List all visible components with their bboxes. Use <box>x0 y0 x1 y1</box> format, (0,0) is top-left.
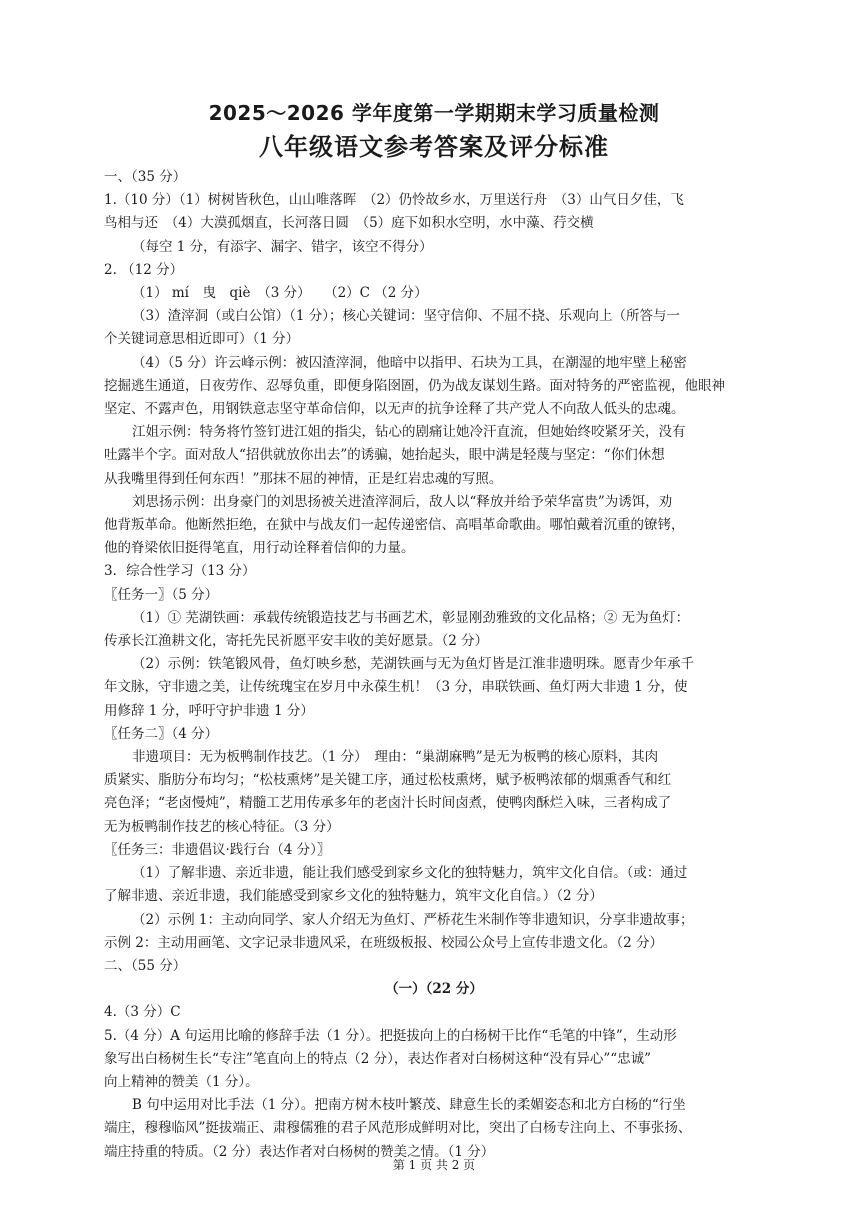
exam-title: 2025～2026 学年度第一学期期末学习质量检测 <box>208 101 660 125</box>
task2-answer: 亮色泽；“老卤慢炖”，精髓工艺用传承多年的老卤汁长时间卤煮，使鸭肉酥烂入味，三者构成了 <box>104 795 672 812</box>
task1-part2: 用修辞 1 分，呼吁守护非遗 1 分） <box>104 702 314 719</box>
jiangjie-example: 从我嘴里得到任何东西！”那抹不屈的神情，正是红岩忠魂的写照。 <box>104 470 503 487</box>
q5-b-answer: B 句中运用对比手法（1 分）。把南方树木枝叶繁茂、肆意生长的柔媚姿态和北方白杨的“行坐 <box>132 1097 686 1114</box>
section-two-heading: 二、（55 分） <box>104 957 187 974</box>
section-one-heading: 一、（35 分） <box>104 169 187 185</box>
q1-line: 鸟相与还 （4）大漠孤烟直，长河落日圆 （5）庭下如积水空明，水中藻、荇交横 <box>104 215 594 232</box>
q5-b-answer: 端庄持重的特质。（2 分）表达作者对白杨树的赞美之情。（1 分） <box>104 1143 495 1160</box>
task1-heading: 〖任务一〗（5 分） <box>104 586 219 603</box>
q2-heading: 2. （12 分） <box>104 261 184 278</box>
task1-part2: 年文脉，守非遗之美，让传统瑰宝在岁月中永葆生机！（3 分，串联铁画、鱼灯两大非遗 1 分，使 <box>104 679 688 696</box>
task3-heading: 〖任务三：非遗倡议·践行台（4 分）〗 <box>104 841 331 858</box>
q2-part1: （1） mí 曳 qiè （3 分） （2）C （2 分） <box>132 285 428 302</box>
task3-part2: 示例 2：主动用画笔、文字记录非遗风采，在班级板报、校园公众号上宣传非遗文化。（2 分） <box>104 934 664 951</box>
task3-part1: 了解非遗、亲近非遗，我们能感受到家乡文化的独特魅力，筑牢文化自信。）（2 分） <box>104 888 603 905</box>
task1-part1: （1）① 芜湖铁画：承载传统锻造技艺与书画艺术，彰显刚劲雅致的文化品格；② 无为鱼灯： <box>132 609 690 626</box>
answer-key-subtitle: 八年级语文参考答案及评分标准 <box>259 133 609 161</box>
task1-part2: （2）示例：铁笔锻风骨，鱼灯映乡愁，芜湖铁画与无为鱼灯皆是江淮非遗明珠。愿青少年承千 <box>132 656 695 673</box>
q2-part4: （4）（5 分）许云峰示例：被囚渣滓洞，他暗中以指甲、石块为工具，在潮湿的地牢壁上秘密 <box>132 354 687 371</box>
q2-part4: 坚定、不露声色，用钢铁意志坚守革命信仰，以无声的抗争诠释了共产党人不向敌人低头的忠魂。 <box>104 401 685 418</box>
q5-answer: 象写出白杨树生长“专注”笔直向上的特点（2 分），表达作者对白杨树这种“没有异心”“忠诚” <box>104 1050 652 1067</box>
answer-body <box>104 166 764 1164</box>
q2-part4: 挖掘逃生通道，日夜劳作、忍辱负重，即便身陷囹圄，仍为战友谋划生路。面对特务的严密监视，他眼神 <box>104 377 725 394</box>
page-number: 第 1 页 共 2 页 <box>392 1158 476 1172</box>
task3-part2: （2）示例 1：主动向同学、家人介绍无为鱼灯、严桥花生米制作等非遗知识，分享非遗故事； <box>132 911 694 928</box>
liusiyang-example: 刘思扬示例：出身豪门的刘思扬被关进渣滓洞后，敌人以“释放并给予荣华富贵”为诱饵，劝 <box>132 493 673 510</box>
task2-answer: 无为板鸭制作技艺的核心特征。（3 分） <box>104 818 340 835</box>
task2-answer: 非遗项目：无为板鸭制作技艺。（1 分） 理由：“巢湖麻鸭”是无为板鸭的核心原料，其肉 <box>132 749 659 766</box>
q5-answer: 向上精神的赞美（1 分）。 <box>104 1073 259 1090</box>
jiangjie-example: 江姐示例：特务将竹签钉进江姐的指尖，钻心的剧痛让她冷汗直流，但她始终咬紧牙关，没有 <box>132 424 686 441</box>
q1-line: 1.（10 分）（1）树树皆秋色，山山唯落晖 （2）仍怜故乡水，万里送行舟 （3）山气日夕佳，飞 <box>104 192 684 209</box>
subsection-one-heading: （一）（22 分） <box>385 981 483 998</box>
task2-heading: 〖任务二〗（4 分） <box>104 725 219 742</box>
jiangjie-example: 吐露半个字。面对敌人“招供就放你出去”的诱骗，她抬起头，眼中满是轻蔑与坚定：“你们休想 <box>104 447 665 464</box>
q2-part3: 个关键词意思相近即可）（1 分） <box>104 331 300 348</box>
q2-part3: （3）渣滓洞（或白公馆）（1 分）；核心关键词：坚守信仰、不屈不挠、乐观向上（所答与一 <box>132 308 680 325</box>
task2-answer: 质紧实、脂肪分布均匀；“松枝熏烤”是关键工序，通过松枝熏烤，赋予板鸭浓郁的烟熏香气和红 <box>104 772 672 789</box>
task3-part1: （1）了解非遗、亲近非遗，能让我们感受到家乡文化的独特魅力，筑牢文化自信。（或：通过 <box>132 865 688 882</box>
q4-answer: 4.（3 分）C <box>104 1004 181 1021</box>
q3-heading: 3．综合性学习（13 分） <box>104 563 256 580</box>
liusiyang-example: 他的脊梁依旧挺得笔直，用行动诠释着信仰的力量。 <box>104 540 415 557</box>
task1-part1: 传承长江渔耕文化，寄托先民祈愿平安丰收的美好愿景。（2 分） <box>104 633 489 650</box>
liusiyang-example: 他背叛革命。他断然拒绝，在狱中与战友们一起传递密信、高唱革命歌曲。哪怕戴着沉重的镣铐， <box>104 517 685 534</box>
q5-answer: 5.（4 分）A 句运用比喻的修辞手法（1 分）。把挺拔向上的白杨树干比作“毛笔的中锋”，生动形 <box>104 1027 677 1044</box>
q5-b-answer: 端庄，穆穆临风”挺拔端正、肃穆儒雅的君子风范形成鲜明对比，突出了白杨专注向上、不事张扬、 <box>104 1120 692 1137</box>
q1-scoring-note: （每空 1 分，有添字、漏字、错字，该空不得分） <box>132 238 433 255</box>
